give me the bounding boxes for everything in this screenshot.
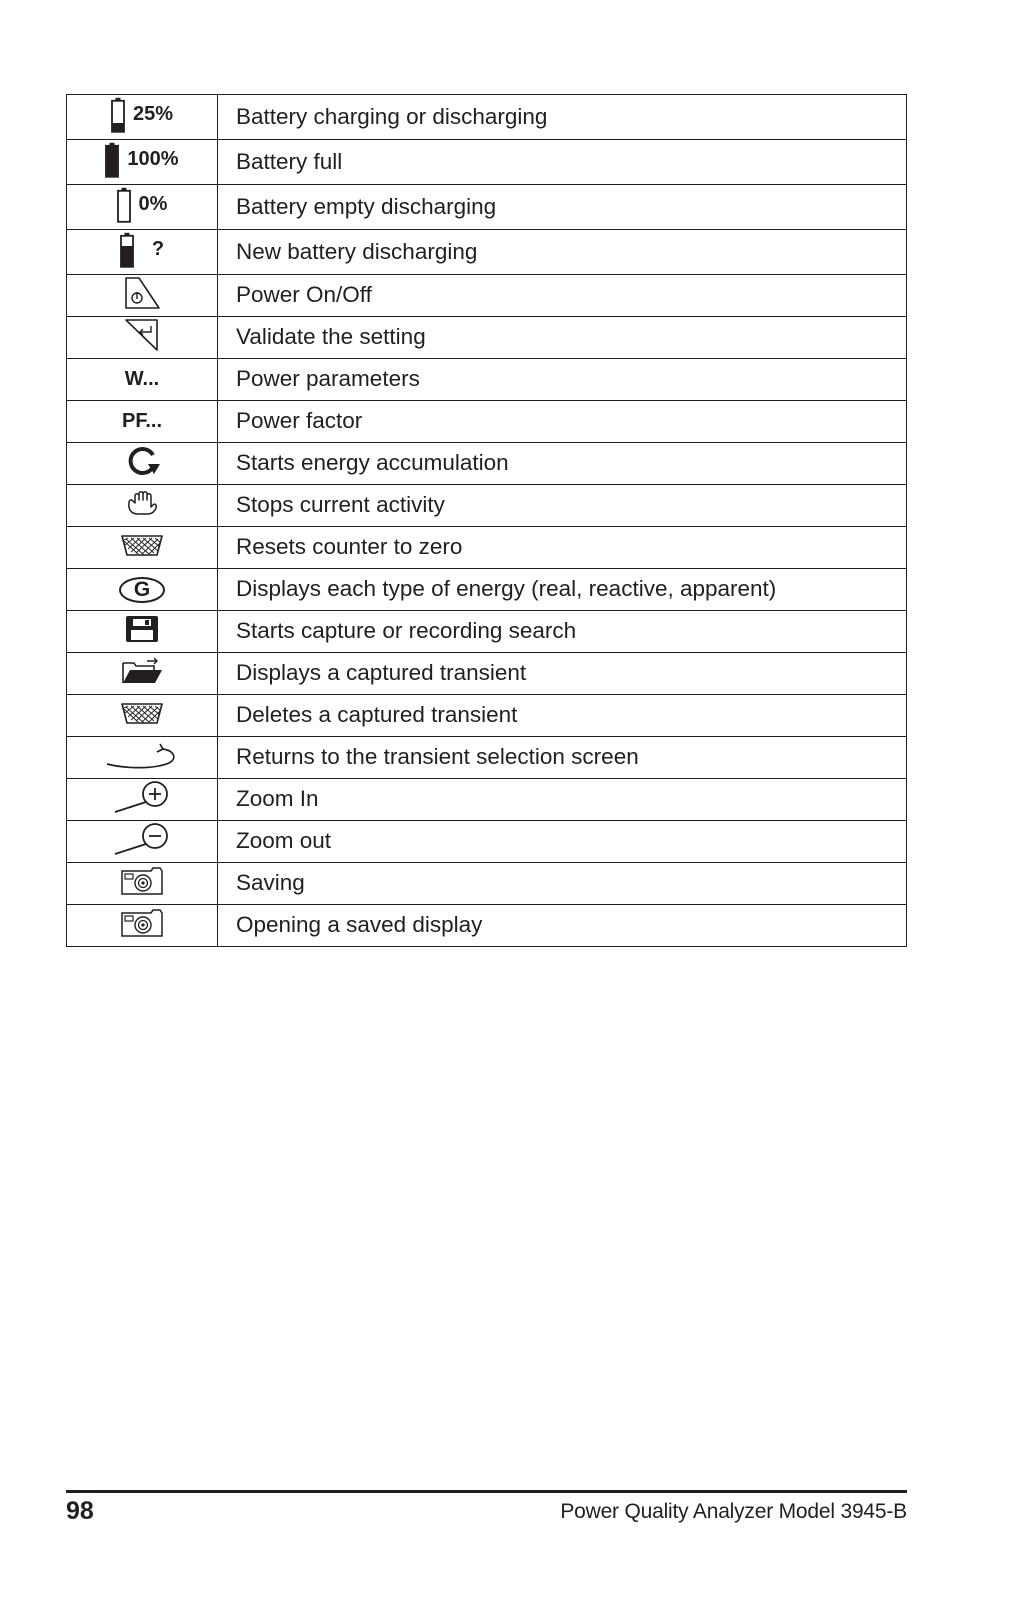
hand-stop-icon (125, 489, 159, 517)
table-row (67, 779, 907, 821)
icon-cell (67, 401, 218, 443)
description: Opening a saved display (218, 905, 907, 947)
trash-basket-icon (120, 533, 164, 557)
description: Battery empty discharging (218, 185, 907, 230)
table-row (67, 401, 907, 443)
icon-cell (67, 275, 218, 317)
table-row (67, 140, 907, 185)
refresh-icon (122, 444, 162, 478)
table-row (67, 695, 907, 737)
description: Zoom In (218, 779, 907, 821)
icon-cell (67, 485, 218, 527)
icon-cell (67, 653, 218, 695)
table-row (67, 317, 907, 359)
table-row (67, 905, 907, 947)
description: Zoom out (218, 821, 907, 863)
description: Displays a captured transient (218, 653, 907, 695)
open-folder-icon (120, 657, 164, 685)
table-row (67, 737, 907, 779)
page-number: 98 (66, 1497, 94, 1525)
description: Returns to the transient selection screen (218, 737, 907, 779)
table-row (67, 275, 907, 317)
description: Battery full (218, 140, 907, 185)
zoom-out-icon (112, 822, 172, 856)
icon-cell (67, 737, 218, 779)
battery-new-icon (120, 232, 134, 268)
icon-cell (67, 95, 218, 140)
icon-cell (67, 611, 218, 653)
table-row (67, 185, 907, 230)
symbol-legend-table (66, 94, 907, 947)
table-row (67, 569, 907, 611)
battery-percent-label: 100% (127, 148, 179, 170)
battery-percent-label: 25% (132, 103, 174, 125)
description: Power On/Off (218, 275, 907, 317)
camera-icon (120, 908, 164, 938)
description: Deletes a captured transient (218, 695, 907, 737)
battery-full-icon (105, 142, 119, 178)
zoom-in-icon (112, 780, 172, 814)
floppy-disk-icon (125, 615, 159, 643)
trash-basket-icon (120, 701, 164, 725)
table-row (67, 653, 907, 695)
icon-cell (67, 779, 218, 821)
table-row (67, 821, 907, 863)
battery-percent-label: 0% (138, 193, 168, 215)
description: Saving (218, 863, 907, 905)
document-title: Power Quality Analyzer Model 3945-B (560, 1500, 907, 1523)
icon-cell (67, 317, 218, 359)
description: Resets counter to zero (218, 527, 907, 569)
camera-icon (120, 866, 164, 896)
icon-cell (67, 230, 218, 275)
power-factor-label: PF... (121, 410, 162, 432)
battery-unknown-label: ? (151, 238, 165, 260)
table-row (67, 443, 907, 485)
description: Displays each type of energy (real, reactive, apparent) (218, 569, 907, 611)
return-arrow-icon (105, 738, 179, 772)
table-row (67, 95, 907, 140)
table-row (67, 359, 907, 401)
table-row (67, 485, 907, 527)
battery-empty-icon (117, 187, 131, 223)
g-circle-icon (119, 577, 165, 603)
icon-cell (67, 821, 218, 863)
table-row (67, 527, 907, 569)
icon-cell (67, 359, 218, 401)
footer-divider (66, 1490, 907, 1493)
table-row (67, 611, 907, 653)
description: New battery discharging (218, 230, 907, 275)
description: Starts energy accumulation (218, 443, 907, 485)
power-key-icon (123, 276, 161, 310)
enter-key-icon (124, 318, 160, 352)
icon-cell (67, 443, 218, 485)
table-row (67, 230, 907, 275)
description: Stops current activity (218, 485, 907, 527)
icon-cell (67, 695, 218, 737)
icon-cell (67, 863, 218, 905)
icon-cell (67, 905, 218, 947)
g-letter: G (133, 578, 151, 601)
description: Power factor (218, 401, 907, 443)
icon-cell (67, 140, 218, 185)
icon-cell (67, 185, 218, 230)
icon-cell (67, 569, 218, 611)
table-row (67, 863, 907, 905)
power-parameters-label: W... (124, 368, 160, 390)
description: Validate the setting (218, 317, 907, 359)
description: Battery charging or discharging (218, 95, 907, 140)
description: Starts capture or recording search (218, 611, 907, 653)
description: Power parameters (218, 359, 907, 401)
icon-cell (67, 527, 218, 569)
battery-25-icon (111, 97, 125, 133)
